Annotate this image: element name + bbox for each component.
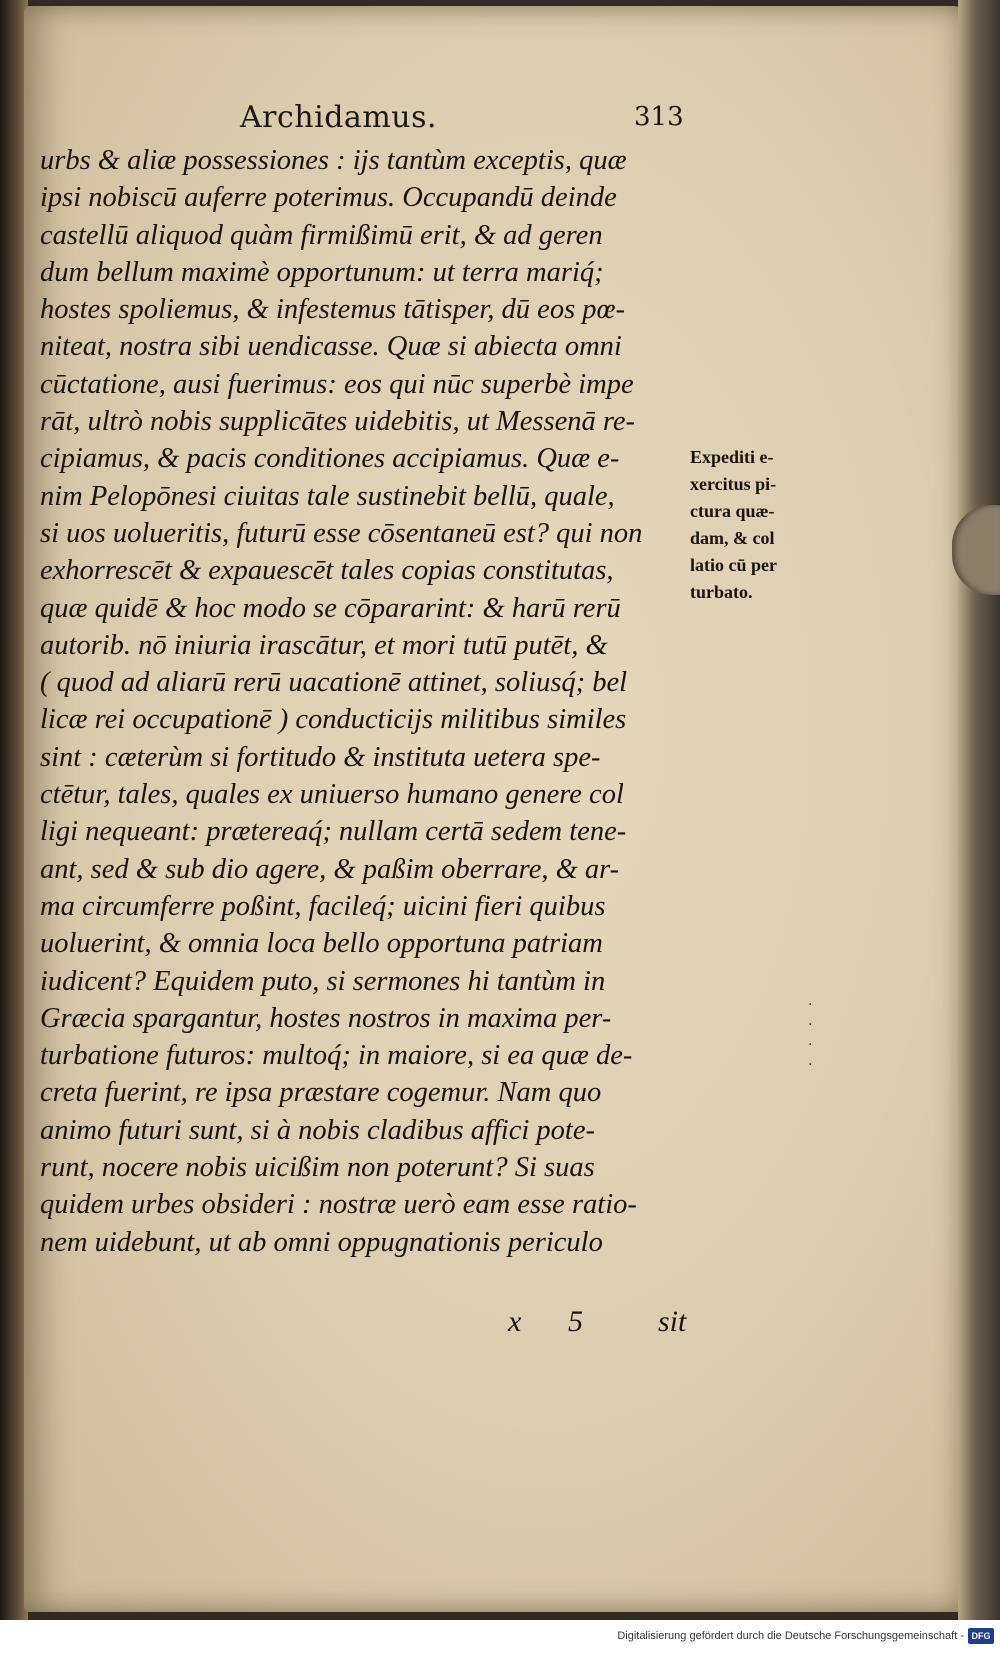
page-fore-edge [958, 0, 1000, 1620]
text-line: ma circumferre poßint, facileq́; uicini fieri quibus [40, 890, 606, 922]
text-line: ligi nequeant: prætereaq́; nullam certā sedem tene- [40, 816, 627, 848]
text-line: creta fuerint, re ipsa præstare cogemur. Nam quo [40, 1077, 602, 1109]
text-line: nim Pelopōnesi ciuitas tale sustinebit bellū, quale, [40, 480, 615, 512]
page-number: 313 [634, 102, 684, 132]
text-line: turbatione futuros: multoq́; in maiore, si ea quæ de- [40, 1040, 633, 1072]
marginal-note-line: xercitus pi- [690, 474, 777, 494]
text-line: animo futuri sunt, si à nobis cladibus affici pote- [40, 1114, 595, 1146]
text-line: si uos uolueritis, futurū esse cōsentaneū est? qui non [40, 517, 643, 549]
text-line: runt, nocere nobis uicißim non poterunt? Si suas [40, 1152, 595, 1184]
text-line: sint : cæterùm si fortitudo & instituta uetera spe- [40, 741, 601, 773]
text-line: Græcia spargantur, hostes nostros in maxima per- [40, 1002, 612, 1034]
text-line: iudicent? Equidem puto, si sermones hi tantùm in [40, 965, 606, 997]
text-line: ipsi nobiscū auferre poterimus. Occupandū deinde [40, 182, 617, 214]
text-line: quæ quidē & hoc modo se cōpararint: & harū rerū [40, 592, 621, 624]
marginal-note [690, 444, 825, 606]
text-line: ctētur, tales, quales ex uniuerso humano genere col [40, 779, 624, 811]
text-line: cūctatione, ausi fuerimus: eos qui nūc superbè impe [40, 368, 634, 400]
text-line: autorib. nō iniuria irascātur, et mori tutū putēt, & [40, 629, 608, 661]
catchword: sit [658, 1305, 687, 1338]
text-line: licæ rei occupationē ) conducticijs militibus similes [40, 704, 627, 736]
text-line: hostes spoliemus, & infestemus tātisper, dū eos pœ- [40, 294, 626, 326]
text-line: ( quod ad aliarū rerū uacationē attinet, soliusq́; bel [40, 667, 628, 699]
signature-mark: x [508, 1305, 522, 1338]
text-line: castellū aliquod quàm firmißimū erit, & ad geren [40, 219, 603, 251]
text-line: niteat, nostra sibi uendicasse. Quæ si abiecta omni [40, 331, 622, 363]
text-line: uoluerint, & omnia loca bello opportuna patriam [40, 928, 603, 960]
marginal-note-line: turbato. [690, 582, 753, 602]
marginal-note-line: latio cū per [690, 555, 777, 575]
body-text [40, 142, 690, 1261]
stray-ink-marks: · · · · [808, 997, 813, 1073]
text-line: cipiamus, & pacis conditiones accipiamus. Quæ e- [40, 443, 620, 475]
marginal-note-line: dam, & col [690, 528, 775, 548]
page-header [0, 100, 1000, 144]
text-line: dum bellum maximè opportunum: ut terra mariq́; [40, 256, 604, 288]
text-line: urbs & aliæ possessiones : ijs tantùm exceptis, quæ [40, 145, 627, 176]
marginal-note-line: ctura quæ- [690, 501, 775, 521]
footer-bar [0, 1620, 1000, 1653]
text-line: quidem urbes obsideri : nostræ uerò eam esse ratio- [40, 1189, 637, 1221]
dfg-logo: DFG [968, 1628, 994, 1644]
text-line: rāt, ultrò nobis supplicātes uidebitis, ut Messenā re- [40, 406, 636, 438]
marginal-note-line: Expediti e- [690, 447, 774, 467]
funding-credit: Digitalisierung gefördert durch die Deutsche Forschungsgemeinschaft - [617, 1630, 964, 1642]
text-line: exhorrescēt & expauescēt tales copias constitutas, [40, 555, 614, 587]
text-line: ant, sed & sub dio agere, & paßim oberrare, & ar- [40, 853, 620, 885]
text-line: nem uidebunt, ut ab omni oppugnationis periculo [40, 1226, 603, 1258]
signature-line [0, 1305, 1000, 1345]
signature-number: 5 [568, 1305, 583, 1338]
running-head: Archidamus. [240, 100, 438, 135]
